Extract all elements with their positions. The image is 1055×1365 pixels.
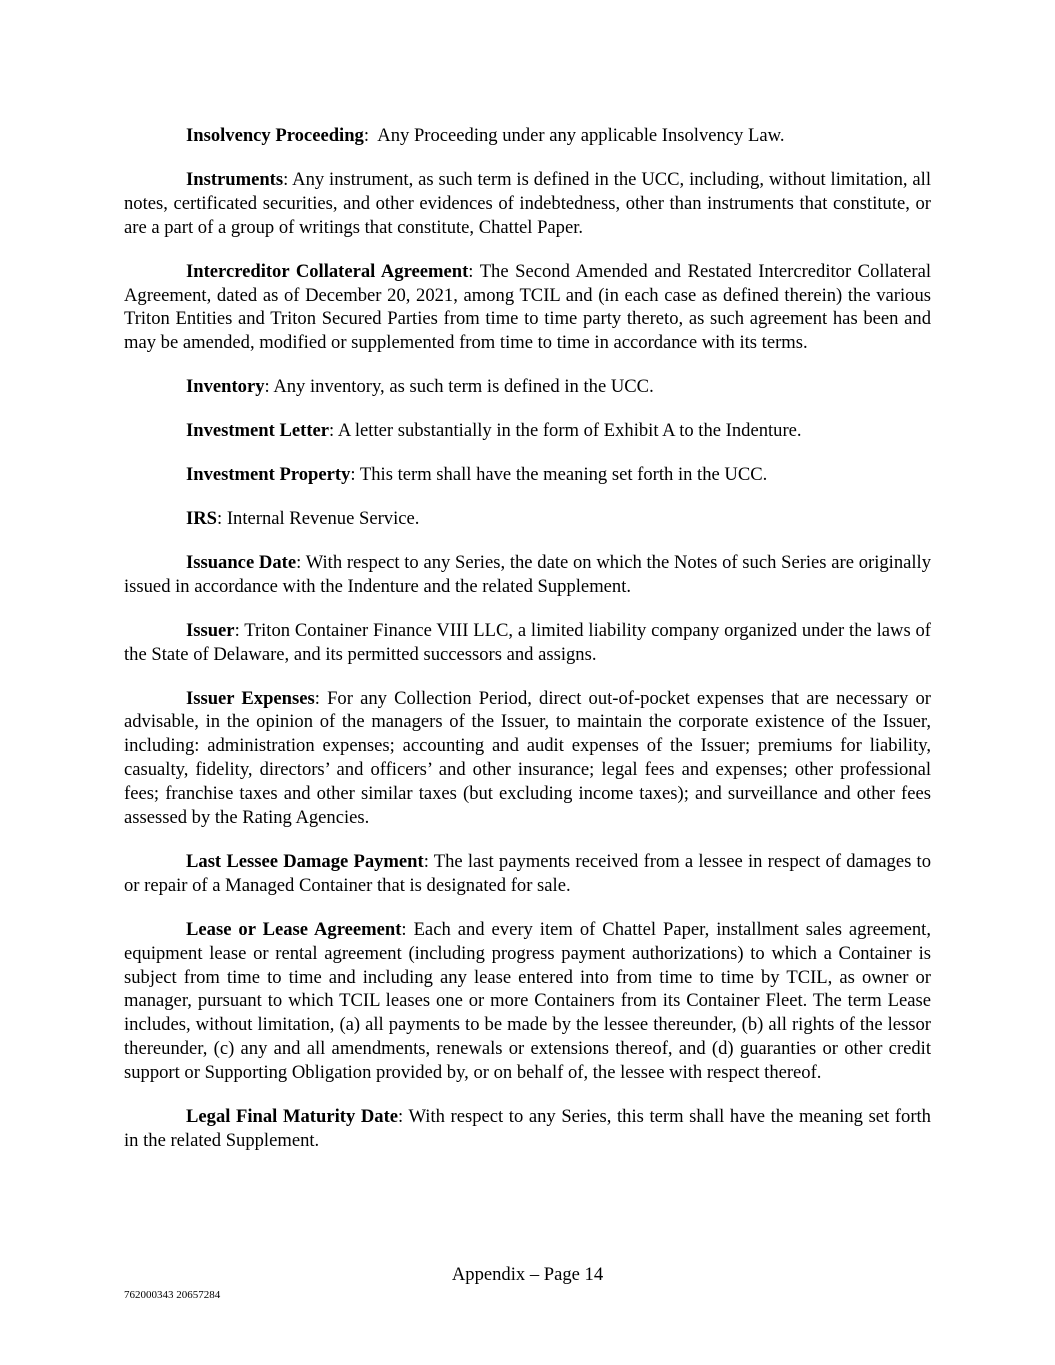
definition-text: With respect to any Series, this term shall have the meaning set forth in the related Supplement. xyxy=(124,1106,931,1151)
document-body xyxy=(124,124,931,1173)
document-id: 762000343 20657284 xyxy=(124,1289,221,1301)
definition-term: Investment Property xyxy=(186,464,351,486)
definition-separator: : xyxy=(401,918,414,940)
definition-investment-property xyxy=(124,463,931,487)
definition-intercreditor-collateral-agreement xyxy=(124,260,931,356)
definition-issuer xyxy=(124,619,931,667)
definition-term: Issuance Date xyxy=(186,551,297,573)
definition-term: IRS xyxy=(186,507,218,529)
definition-text: Any instrument, as such term is defined in the UCC, including, without limitation, all notes, certificated securities, and other evidences of indebtedness, other than instruments that constitute, or are a part of a group of writings that constitute, Chattel Paper. xyxy=(124,168,931,238)
definition-text: Internal Revenue Service. xyxy=(226,507,420,529)
definition-text: Any Proceeding under any applicable Insolvency Law. xyxy=(377,125,785,146)
definition-term: Legal Final Maturity Date xyxy=(186,1106,399,1128)
definition-separator: : xyxy=(283,168,293,190)
definition-text: This term shall have the meaning set forth in the UCC. xyxy=(359,464,768,486)
definition-term: Lease or Lease Agreement xyxy=(186,918,402,940)
definition-separator: : xyxy=(398,1106,409,1128)
definition-investment-letter xyxy=(124,419,931,443)
definition-text: Each and every item of Chattel Paper, installment sales agreement, equipment lease or rental agreement (including progress payment authorizations) to which a Container is subject from time to time and including any lease entered into from time to time by TCIL, as owner or manager, pursuant to which TCIL leases one or more Containers from its Container Fleet. The term Lease includes, without limitation, (a) all payments to be made by the lessee thereunder, (b) all rights of the lessor thereunder, (c) any and all amendments, renewals or extensions thereof, and (d) guaranties or other credit support or Supporting Obligation provided by, or on behalf of, the lessee with respect thereof. xyxy=(124,918,931,1084)
definition-separator: : xyxy=(217,507,227,529)
definition-lease-or-lease-agreement xyxy=(124,918,931,1085)
definition-term: Inventory xyxy=(186,376,265,398)
definition-term: Issuer Expenses xyxy=(186,687,315,709)
definition-legal-final-maturity-date xyxy=(124,1105,931,1153)
definition-text: For any Collection Period, direct out-of-pocket expenses that are necessary or advisable, in the opinion of the managers of the Issuer, to maintain the corporate existence of the Issuer, including: administration expenses; accounting and audit expenses of the Issuer; premiums for liability, casualty, fidelity, directors’ and officers’ and other insurance; legal fees and expenses; other professional fees; franchise taxes and other similar taxes (but excluding income taxes); and surveillance and other fees assessed by the Rating Agencies. xyxy=(124,687,931,829)
definition-term: Investment Letter xyxy=(186,420,330,442)
definition-irs xyxy=(124,507,931,531)
definition-last-lessee-damage-payment xyxy=(124,850,931,898)
definition-text: The Second Amended and Restated Intercreditor Collateral Agreement, dated as of December 20, 2021, among TCIL and (in each case as defined therein) the various Triton Entities and Triton Secured Parties from time to time party thereto, as such agreement has been and may be amended, modified or supplemented from time to time in accordance with its terms. xyxy=(124,260,931,354)
definition-text: Any inventory, as such term is defined in the UCC. xyxy=(273,376,654,398)
definition-insolvency-proceeding xyxy=(124,124,931,148)
definition-instruments xyxy=(124,168,931,240)
definition-term: Intercreditor Collateral Agreement xyxy=(186,260,469,282)
definition-separator: : xyxy=(363,125,378,146)
definition-term: Instruments xyxy=(186,168,284,190)
page-footer: Appendix – Page 14 xyxy=(451,1264,604,1285)
definition-text: Triton Container Finance VIII LLC, a limited liability company organized under the laws of the State of Delaware, and its permitted successors and assigns. xyxy=(124,619,931,665)
definition-separator: : xyxy=(314,687,328,709)
definition-separator: : xyxy=(350,464,360,486)
definition-text: The last payments received from a lessee in respect of damages to or repair of a Managed Container that is designated for sale. xyxy=(124,850,931,896)
definition-separator: : xyxy=(329,420,338,442)
definition-text: With respect to any Series, the date on which the Notes of such Series are originally issued in accordance with the Indenture and the related Supplement. xyxy=(124,551,932,597)
definition-issuance-date xyxy=(124,551,931,599)
definition-separator: : xyxy=(296,551,306,573)
definition-separator: : xyxy=(264,376,274,398)
definition-term: Last Lessee Damage Payment xyxy=(186,850,424,872)
definition-separator: : xyxy=(468,260,480,282)
definition-separator: : xyxy=(423,850,434,872)
definition-issuer-expenses xyxy=(124,687,931,830)
definition-separator: : xyxy=(234,619,245,641)
definition-inventory xyxy=(124,375,931,399)
definition-term: Insolvency Proceeding xyxy=(186,125,364,146)
definition-text: A letter substantially in the form of Exhibit A to the Indenture. xyxy=(337,420,802,442)
definition-term: Issuer xyxy=(186,619,235,641)
